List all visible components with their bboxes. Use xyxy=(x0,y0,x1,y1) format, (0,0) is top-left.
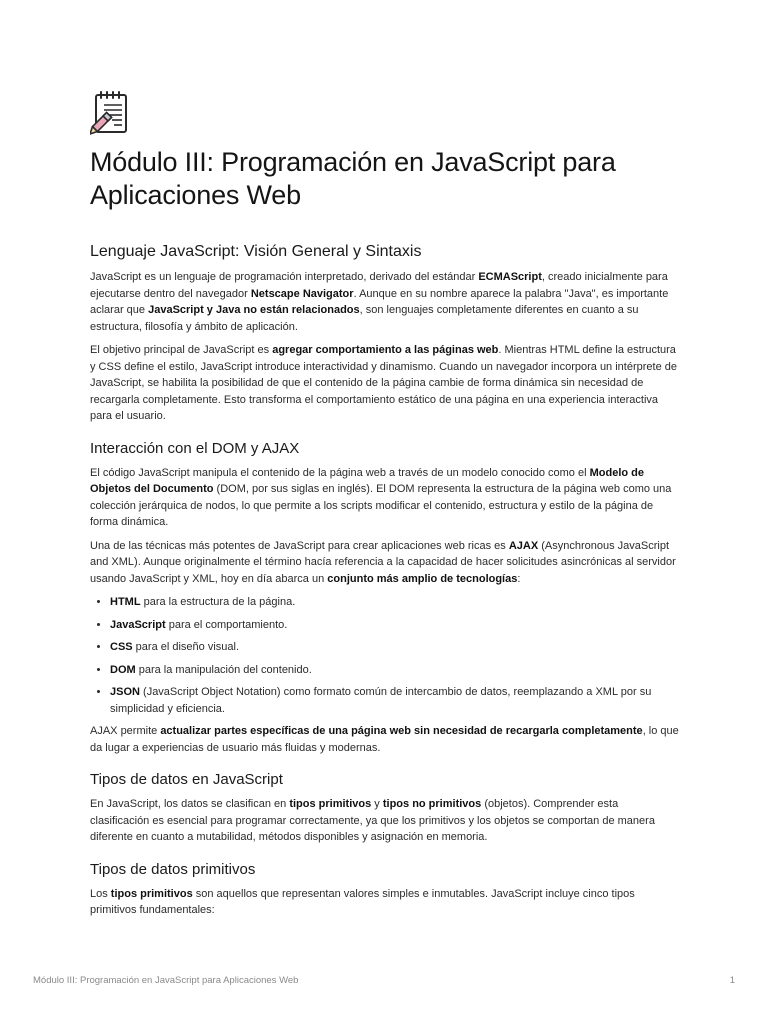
notebook-pencil-icon xyxy=(90,90,130,136)
page-title: Módulo III: Programación en JavaScript para Aplicaciones Web xyxy=(90,147,616,210)
bold-term: HTML xyxy=(110,596,141,608)
section-heading: Interacción con el DOM y AJAX xyxy=(90,439,300,457)
bold-term: AJAX xyxy=(508,539,539,552)
section-primitive-types xyxy=(90,860,680,919)
paragraph: AJAX permite actualizar partes específicas de una página web sin necesidad de recargarla completamente, lo que da lugar a experiencias de usuario más fluidas y modernas. xyxy=(90,725,679,754)
bold-term: tipos no primitivos xyxy=(382,798,482,810)
document-page xyxy=(90,90,680,933)
paragraph: Una de las técnicas más potentes de JavaScript para crear aplicaciones web ricas es AJAX (Asynchronous JavaScript and XML). Aunque originalmente el término hacía referencia a la capacidad de hacer solicitudes asincrónicas al servidor usando JavaScript y XML, hoy en día abarca un conjunto más amplio de tecnologías: xyxy=(90,539,676,585)
bold-term: agregar comportamiento a las páginas web xyxy=(272,344,499,356)
list-item: • CSS para el diseño visual. xyxy=(110,639,680,656)
paragraph: El objetivo principal de JavaScript es agregar comportamiento a las páginas web. Mientras HTML define la estructura y CSS define el estilo, JavaScript introduce interactividad y dinamismo. Cuando un navegador incorpora un intérprete de JavaScript, se habilita la posibilidad de que el contenido de la página cambie de forma dinámica sin necesidad de recargarla completamente. Esto transforma el comportamiento estático de una página en una experiencia interactiva para el usuario. xyxy=(90,344,677,422)
section-data-types xyxy=(90,770,680,846)
bold-term: tipos primitivos xyxy=(110,887,193,900)
bold-term: conjunto más amplio de tecnologías xyxy=(327,572,518,585)
section-heading: Tipos de datos primitivos xyxy=(90,860,256,878)
section-heading: Lenguaje JavaScript: Visión General y Sintaxis xyxy=(90,243,422,260)
bold-term: JavaScript xyxy=(110,618,166,631)
bold-term: tipos primitivos xyxy=(289,798,372,810)
section-heading: Tipos de datos en JavaScript xyxy=(90,771,283,788)
technology-list xyxy=(90,594,680,717)
bold-term: JavaScript y Java no están relacionados xyxy=(148,304,360,316)
paragraph: JavaScript es un lenguaje de programación interpretado, derivado del estándar ECMAScript, creado inicialmente para ejecutarse dentro del navegador Netscape Navigator. Aunque en su nombre aparece la palabra "Java", es importante aclarar que JavaScript y Java no están relacionados, son lenguajes completamente diferentes en cuanto a su estructura, filosofía y ámbito de aplicación. xyxy=(90,271,669,333)
bold-term: JSON xyxy=(110,686,140,698)
list-item: • JSON (JavaScript Object Notation) como formato común de intercambio de datos, reemplazando a XML por su simplicidad y eficiencia. xyxy=(110,684,680,717)
bold-term: CSS xyxy=(110,641,133,653)
section-overview xyxy=(90,242,680,425)
list-item: • JavaScript para el comportamiento. xyxy=(110,617,680,634)
list-item: • HTML para la estructura de la página. xyxy=(110,594,680,611)
paragraph: En JavaScript, los datos se clasifican en tipos primitivos y tipos no primitivos (objetos). Comprender esta clasificación es esencial para programar correctamente, ya que los primitivos y los objetos se comportan de manera diferente en cuanto a mutabilidad, métodos disponibles y asignación en memoria. xyxy=(90,798,655,843)
page-number: 1 xyxy=(729,975,735,986)
paragraph: Los tipos primitivos son aquellos que representan valores simples e inmutables. JavaScript incluye cinco tipos primitivos fundamentales: xyxy=(90,887,635,916)
paragraph: El código JavaScript manipula el contenido de la página web a través de un modelo conocido como el Modelo de Objetos del Documento (DOM, por sus siglas en inglés). El DOM representa la estructura de la página web como una colección jerárquica de nodos, lo que permite a los scripts modificar el contenido, estructura y estilo de la página de forma dinámica. xyxy=(90,466,672,528)
section-dom-ajax xyxy=(90,439,680,757)
bold-term: Netscape Navigator xyxy=(250,287,354,300)
page-footer xyxy=(33,975,735,986)
list-item: • DOM para la manipulación del contenido. xyxy=(110,662,680,679)
bold-term: DOM xyxy=(110,663,136,676)
bold-term: actualizar partes específicas de una página web sin necesidad de recargarla completamente xyxy=(160,725,643,737)
bold-term: Modelo de Objetos del Documento xyxy=(90,466,644,495)
bold-term: ECMAScript xyxy=(478,271,542,283)
footer-title: Módulo III: Programación en JavaScript para Aplicaciones Web xyxy=(33,975,299,986)
